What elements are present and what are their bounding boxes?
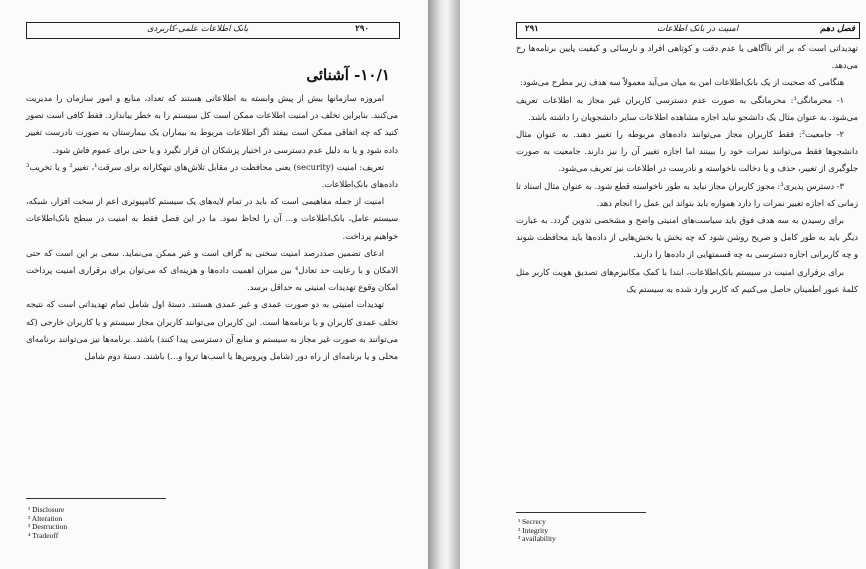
left-running-header [26, 22, 400, 39]
paragraph: ادعای تضمین صددرصد امنیت سخنی به گزاف است و غیر ممکن می‌نماید. سعی بر این است که حتی الامکان و با رعایت حد تعادل⁴ بین میزان اهمیت داده‌ها و هزینه‌ای که می‌توان برای برقراری امنیت پرداخت امکان وقوع تهدیدات امنیتی به حداقل برسد. [26, 247, 399, 293]
footnote: ² Integrity [518, 525, 548, 535]
paragraph: برای برقراری امنیت در سیستم بانک‌اطلاعات، ابتدا با کمک مکانیزم‌های تصدیق هویت کاربر مثل کلمهٔ عبور اطمینان حاصل می‌کنیم که کاربر وارد شده به سیستم یک [516, 266, 858, 294]
book-gutter [428, 0, 460, 569]
footnote: ¹ Disclosure [28, 505, 65, 514]
paragraph: برای رسیدن به سه هدف فوق باید سیاست‌های امنیتی واضح و مشخصی تدوین گردد. به عبارت دیگر باید به طور کامل و صریح روشن شود که چه بخش یا بخش‌هایی از داده‌ها باید محافظت شوند و چه کاربرانی اجازه دسترسی به چه قسمتهایی از داده‌ها را دارند. [516, 215, 858, 260]
left-body-text [26, 90, 398, 365]
paragraph: امروزه سازمانها بیش از پیش وابسته به اطلاعاتی هستند که تعداد، منابع و امور سازمان را مدیریت می‌کنند. بنابراین تخلف در امنیت اطلاعات ممکن است کل سیستم را به خطر بیاندازد. فقط کافی است تصور کنید که چه اتفاقی ممکن است بیفتد اگر اطلاعات مربوط به بیماران یک بیمارستان به صورت نادرست تغییر داده شود و یا به دلیل عدم دسترسی در اختیار پزشکان ان قرار نگیرد و یا حتی برای عموم فاش شود. [26, 93, 398, 155]
footnote: ⁴ Tradeoff [28, 530, 59, 540]
right-header-title: امنیت در بانک اطلاعات [657, 24, 739, 34]
paragraph: ۲- جامعیت²: فقط کاربران مجاز می‌توانند داده‌های مربوطه را تغییر دهند. به عنوان مثال دانشجوها فقط می‌توانند نمرات خود را ببینند اما اجازه تغییر آن را نیز دارند. جامعیت به صورت جلوگیری از تغییر، حذف و یا دخالت ناخواسته و نادرست در اطلاعات نیز تعریف می‌شود. [516, 129, 858, 174]
footnote-rule [516, 512, 646, 513]
right-body-text [516, 40, 858, 298]
right-page [460, 0, 866, 569]
right-footnotes [518, 518, 556, 544]
paragraph: تعریف: امنیت (security) یعنی محافظت در مقابل تلاش‌های تبهکارانه برای سرقت¹، تغییر² و یا تخریب³ داده‌های بانک‌اطلاعات. [26, 161, 398, 190]
paragraph: هنگامی که صحبت از یک بانک‌اطلاعات امن به میان می‌آید معمولاً سه هدف زیر مطرح می‌شود: [519, 77, 844, 88]
footnote: ³ availability [518, 534, 556, 543]
left-page [0, 0, 428, 569]
paragraph: تهدیداتی است که بر اثر ناآگاهی یا عدم دقت و کوتاهی افراد و نارسائی و کیفیت پایین برنامه‌ها رخ می‌دهد. [516, 43, 858, 71]
footnote: ¹ Secrecy [518, 517, 546, 526]
footnote-rule [26, 498, 166, 499]
chapter-label: فصل دهم [820, 24, 855, 34]
paragraph: ۱- محرمانگی¹: محرمانگی به صورت عدم دسترسی کاربران غیر مجاز به اطلاعات تعریف می‌شود. به عنوان مثال یک دانشجو نباید اجازه مشاهده اطلاعات سایر دانشجویان را داشته باشد. [516, 94, 858, 122]
paragraph: ۳- دسترس پذیری³: مجوز کاربران مجاز نباید به طور ناخواسته قطع شود. به عنوان مثال استاد تا زمانی که اجازه تغییر نمرات را دارد همواره باید بتواند این عمل را انجام دهد. [516, 180, 858, 208]
left-header-title: بانک اطلاعات علمی-کاربردی [147, 24, 249, 34]
footnote: ² Alteration [28, 513, 63, 523]
paragraph: تهدیدات امنیتی به دو صورت عمدی و غیر عمدی هستند. دستهٔ اول شامل تمام تهدیداتی است که نتیجه تخلف عمدی کاربران و یا برنامه‌ها است. این کاربران می‌توانند کاربران مجاز سیستم و یا کاربران خارجی (که می‌توانند به صورت غیر مجاز به سیستم و منابع آن دسترسی پیدا کنند) باشند. برنامه‌ها نیز می‌توانند برنامه‌ای محلی و یا برنامه‌ای از راه دور (شامل ویروس‌ها یا اسب‌ها تروا و...) باشند. دستهٔ دوم شامل [26, 299, 398, 362]
left-footnotes [28, 506, 67, 540]
right-running-header [516, 22, 860, 39]
paragraph: امنیت از جمله مفاهیمی است که باید در تمام لایه‌های یک سیستم کامپیوتری اعم از سخت افزار، شبکه، سیستم عامل، بانک‌اطلاعات و... آن را لحاظ نمود. ما در این فصل فقط به امنیت در سطح بانک‌اطلاعات خواهیم پرداخت. [26, 196, 398, 241]
left-page-number: ۲۹۰ [355, 24, 369, 34]
right-page-number: ۲۹۱ [525, 24, 539, 34]
section-heading: ۱۰/۱- آشنائی [306, 66, 390, 84]
footnote: ³ Destruction [28, 522, 68, 531]
